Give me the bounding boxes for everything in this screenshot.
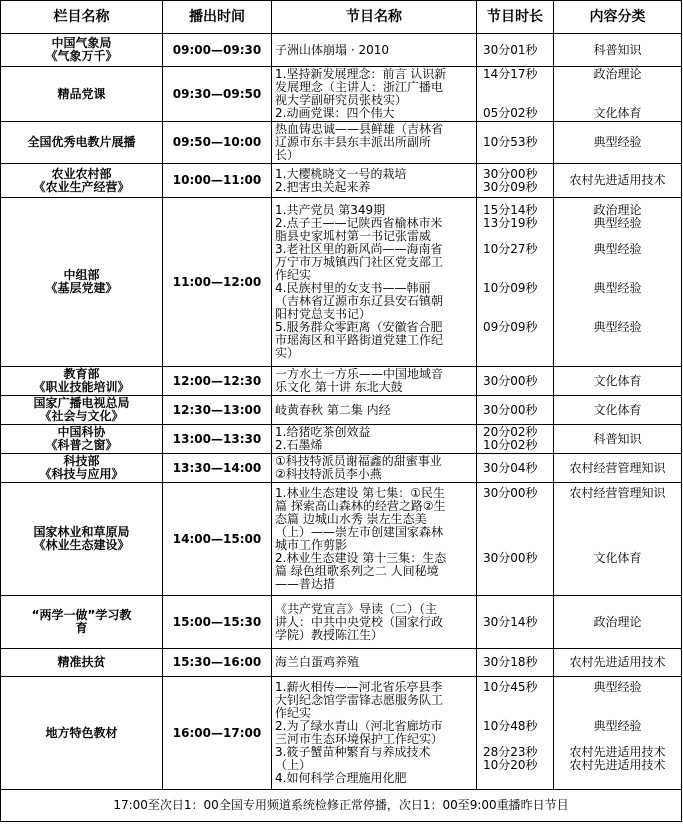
column-name-line: 地方特色教材 (45, 725, 118, 740)
duration (477, 198, 554, 367)
program-name-line: 乐文化 第十讲 东北大鼓 (275, 380, 403, 394)
column-name-line: 《林业生态建设》 (33, 538, 130, 552)
program-name (272, 677, 477, 790)
program-name-line: 城市工作剪影 (275, 538, 348, 552)
air-time: 09:00—09:30 (163, 34, 272, 67)
category (554, 649, 682, 677)
program-name (272, 122, 477, 164)
program-name-line: 市瑶海区和平路街道党建工作纪 (275, 333, 444, 347)
duration-line: 10分27秒 (483, 242, 538, 256)
category-line (557, 500, 678, 513)
column-name-line: 精准扶贫 (57, 655, 106, 669)
category-line: 文化体育 (593, 373, 642, 388)
schedule-row (1, 164, 682, 198)
column-name-line: 国家林业和草原局 (33, 525, 130, 539)
header-duration: 节目时长 (477, 1, 554, 34)
program-name-line: ①科技特派员谢福鑫的甜蜜事业 (275, 454, 442, 468)
column-name-line: 农业农村部 (51, 166, 112, 181)
program-name-line: 学院）教授陈江生） (275, 627, 384, 642)
category (554, 67, 682, 122)
duration-line: 10分02秒 (483, 438, 538, 452)
air-time: 13:00—13:30 (163, 425, 272, 454)
duration-line: 10分45秒 (483, 680, 538, 694)
category (554, 454, 682, 483)
category-line: 典型经验 (593, 242, 642, 256)
duration-line (483, 526, 550, 539)
program-name-line: ——普达措 (275, 577, 336, 591)
program-name-line: 一方水土一方乐——中国地域音 (275, 367, 444, 381)
category-line: 政治理论 (593, 203, 642, 217)
program-name-line: 3.筱子蟹苗种繁育与养成技术 (275, 745, 431, 759)
program-name-line: 4.如何科学合理施用化肥 (275, 771, 407, 785)
duration (477, 677, 554, 790)
column-name-line: 精品党课 (57, 86, 106, 101)
program-name-line: 实） (275, 346, 300, 360)
duration-line: 30分00秒 (483, 486, 538, 500)
category (554, 396, 682, 425)
category-line: 典型经验 (593, 216, 642, 230)
column-name (1, 34, 163, 67)
column-name (1, 454, 163, 483)
duration (477, 649, 554, 677)
duration-line (483, 565, 550, 578)
program-name-line: ②科技特派员李小燕 (275, 467, 382, 481)
duration-line: 15分14秒 (483, 203, 538, 217)
column-name-line: 科技部 (63, 454, 100, 468)
program-name-line: 海兰白蛋鸡养殖 (275, 655, 360, 669)
category-line: 典型经验 (593, 281, 642, 295)
program-name-line: 作纪实 (275, 706, 312, 720)
program-name-line: 脂县史家坬村第一书记张雷威 (275, 229, 432, 243)
category-line: 典型经验 (593, 135, 642, 149)
air-time: 10:00—11:00 (163, 164, 272, 198)
program-name-line: 《共产党宣言》导读（二）（主 (275, 601, 438, 616)
air-time: 13:30—14:00 (163, 454, 272, 483)
program-name-line: 长） (275, 148, 300, 162)
category-line (557, 513, 678, 526)
schedule-body (1, 34, 682, 790)
schedule-row (1, 425, 682, 454)
program-name-line: 2.石墨烯 (275, 438, 323, 452)
duration (477, 164, 554, 198)
program-name (272, 454, 477, 483)
duration (477, 454, 554, 483)
column-name (1, 596, 163, 649)
column-name (1, 425, 163, 454)
schedule-row (1, 67, 682, 122)
schedule-row (1, 34, 682, 67)
header-category: 内容分类 (554, 1, 682, 34)
schedule-row (1, 198, 682, 367)
category (554, 483, 682, 596)
program-name-line: 1.给猪吃茶创效益 (275, 425, 371, 439)
category-line (557, 565, 678, 578)
category-line (557, 772, 678, 785)
column-name-line: 《职业技能培训》 (33, 380, 130, 394)
category (554, 677, 682, 790)
category-line: 典型经验 (593, 719, 642, 733)
column-name-line: 中国科协 (57, 425, 106, 439)
program-name-line: （上）——崇左市创建国家森林 (275, 525, 444, 539)
program-name-line: 子洲山体崩塌 · 2010 (275, 42, 389, 57)
column-name-line: 《科普之窗》 (45, 438, 118, 452)
column-name (1, 67, 163, 122)
schedule-row (1, 596, 682, 649)
program-name (272, 164, 477, 198)
air-time: 12:00—12:30 (163, 367, 272, 396)
duration-line: 30分00秒 (483, 166, 538, 181)
category-line (557, 578, 678, 591)
duration-line (483, 256, 550, 269)
duration (477, 396, 554, 425)
schedule-row (1, 677, 682, 790)
program-name-line: 2.为了绿水青山（河北省廊坊市 (275, 719, 443, 733)
air-time: 11:00—12:00 (163, 198, 272, 367)
program-name (272, 367, 477, 396)
category-line (557, 81, 678, 94)
program-name-line: 1.共产党员 第349期 (275, 203, 386, 217)
program-name (272, 596, 477, 649)
category-line: 典型经验 (593, 320, 642, 334)
duration-line: 05分02秒 (483, 106, 538, 120)
program-name-line: 辽源市东丰县东丰派出所副所 (275, 135, 432, 149)
header-row (1, 1, 682, 34)
duration-line: 28分23秒 (483, 745, 538, 759)
duration-line (483, 694, 550, 707)
category-line: 农村先进适用技术 (569, 745, 666, 759)
category-line: 农村先进适用技术 (569, 758, 666, 772)
duration-line (483, 500, 550, 513)
duration-line (483, 295, 550, 308)
program-name-line: 2.林业生态建设 第十三集：生态 (275, 551, 447, 565)
category-line (557, 334, 678, 347)
program-name-line: （上） (275, 758, 312, 772)
duration (477, 34, 554, 67)
category (554, 596, 682, 649)
duration-line (483, 772, 550, 785)
header-column-name: 栏目名称 (1, 1, 163, 34)
schedule-row (1, 367, 682, 396)
program-name-line: 三河市生态环境保护工作纪实） (275, 732, 444, 746)
category-line (557, 694, 678, 707)
program-name-line: 1.林业生态建设 第七集：①民生 (275, 486, 446, 500)
duration-line: 14分17秒 (483, 67, 538, 81)
column-name-line: “两学一做”学习教 (31, 608, 132, 622)
column-name-line: 国家广播电视总局 (33, 396, 130, 410)
column-name (1, 367, 163, 396)
program-name-line: 篇 探索高山森林的经营之路②生 (275, 499, 446, 513)
program-name (272, 34, 477, 67)
program-name-line: 3.老社区里的新风尚——海南省 (275, 242, 443, 256)
header-program-name: 节目名称 (272, 1, 477, 34)
program-name-line: 热血铸忠诚——县鲜雄（吉林省 (275, 122, 444, 136)
duration-line (483, 81, 550, 94)
category (554, 425, 682, 454)
category (554, 34, 682, 67)
category-line: 政治理论 (593, 67, 642, 81)
category (554, 198, 682, 367)
category-line: 农村经营管理知识 (569, 486, 666, 500)
category-line: 农村先进适用技术 (569, 655, 666, 669)
program-name-line: 视大学副研究员张枝实） (275, 93, 408, 107)
duration-line: 09分09秒 (483, 320, 538, 334)
duration-line: 30分09秒 (483, 179, 538, 194)
column-name (1, 164, 163, 198)
duration (477, 483, 554, 596)
duration-line: 10分20秒 (483, 758, 538, 772)
category-line: 科普知识 (593, 42, 642, 57)
program-name-line: 万宁市万城镇西门社区党支部工 (275, 255, 444, 269)
column-name-line: 育 (75, 621, 88, 635)
program-name-line: 1.薪火相传——河北省乐亭县李 (275, 680, 443, 694)
duration-line: 13分19秒 (483, 216, 538, 230)
duration-line: 30分14秒 (483, 614, 538, 629)
program-name-line: 态篇 边城山水秀 崇左生态美 (275, 512, 427, 526)
duration (477, 122, 554, 164)
schedule-row (1, 396, 682, 425)
duration-line: 10分09秒 (483, 281, 538, 295)
program-name-line: 1.坚持新发展理念：前言 认识新 (275, 67, 447, 81)
category-line: 科普知识 (593, 431, 642, 446)
category-line: 文化体育 (593, 106, 642, 120)
program-name-line: 大钊纪念馆学雷锋志愿服务队工 (275, 693, 444, 707)
air-time: 09:50—10:00 (163, 122, 272, 164)
category-line: 政治理论 (593, 614, 642, 629)
air-time: 15:30—16:00 (163, 649, 272, 677)
duration-line: 30分18秒 (483, 655, 538, 669)
category-line (557, 347, 678, 360)
category-line: 文化体育 (593, 551, 642, 565)
program-name (272, 396, 477, 425)
category-line: 文化体育 (593, 402, 642, 417)
program-name-line: 作纪实 (275, 268, 312, 282)
schedule-row (1, 649, 682, 677)
program-name (272, 425, 477, 454)
duration-line: 30分00秒 (483, 373, 538, 388)
program-name-line: 4.民族村里的女支书——韩丽 (275, 281, 431, 295)
program-name (272, 649, 477, 677)
column-name (1, 396, 163, 425)
program-name (272, 67, 477, 122)
program-name (272, 483, 477, 596)
duration (477, 425, 554, 454)
schedule-row (1, 454, 682, 483)
duration-line (483, 513, 550, 526)
program-name-line: 5.服务群众零距离（安徽省合肥 (275, 320, 443, 334)
duration-line: 30分00秒 (483, 551, 538, 565)
duration-line: 30分00秒 (483, 402, 538, 417)
program-name-line: 2.点子王——记陕西省榆林市米 (275, 216, 443, 230)
column-name-line: 《基层党建》 (45, 281, 118, 295)
footer-row (1, 790, 682, 822)
program-name-line: 讲人：中共中央党校（国家行政 (275, 614, 444, 629)
program-name-line: 1.大樱桃晓文一号的栽培 (275, 166, 407, 181)
column-name (1, 122, 163, 164)
duration-line: 10分53秒 (483, 135, 538, 149)
column-name-line: 全国优秀电教片展播 (27, 135, 136, 149)
air-time: 09:30—09:50 (163, 67, 272, 122)
category (554, 367, 682, 396)
column-name-line: 《社会与文化》 (39, 409, 124, 423)
duration-line (483, 578, 550, 591)
program-name-line: 篇 绿色组歌系列之二 人间秘境 (275, 564, 439, 578)
category (554, 164, 682, 198)
header-air-time: 播出时间 (163, 1, 272, 34)
column-name (1, 483, 163, 596)
program-name-line: （吉林省辽源市东辽县安石镇朝 (275, 294, 444, 308)
air-time: 15:00—15:30 (163, 596, 272, 649)
category (554, 122, 682, 164)
program-name-line: 岐黄春秋 第二集 内经 (275, 402, 391, 417)
category-line (557, 256, 678, 269)
duration-line: 30分04秒 (483, 460, 538, 475)
category-line: 农村经营管理知识 (569, 460, 666, 475)
program-name-line: 阳村党总支书记） (275, 307, 372, 321)
column-name-line: 《科技与应用》 (39, 467, 124, 481)
duration-line (483, 347, 550, 360)
air-time: 14:00—15:00 (163, 483, 272, 596)
program-name-line: 2.动画党课：四个伟大 (275, 106, 395, 120)
air-time: 16:00—17:00 (163, 677, 272, 790)
duration-line: 30分01秒 (483, 42, 538, 57)
air-time: 12:30—13:00 (163, 396, 272, 425)
schedule-row (1, 122, 682, 164)
column-name (1, 198, 163, 367)
duration-line: 10分48秒 (483, 719, 538, 733)
duration-line: 20分02秒 (483, 425, 538, 439)
schedule-row (1, 483, 682, 596)
duration (477, 67, 554, 122)
program-name-line: 2.把害虫关起来养 (275, 179, 371, 194)
category-line (557, 295, 678, 308)
category-line (557, 526, 678, 539)
duration-line (483, 334, 550, 347)
column-name (1, 649, 163, 677)
column-name-line: 中国气象局 (51, 36, 112, 50)
footer-note: 17:00至次日1：00全国专用频道系统检修正常停播，次日1：00至9:00重播昨日节目 (1, 790, 682, 822)
column-name-line: 中组部 (63, 268, 100, 282)
program-name (272, 198, 477, 367)
duration (477, 367, 554, 396)
column-name-line: 教育部 (63, 367, 100, 381)
column-name-line: 《气象万千》 (45, 49, 118, 63)
category-line: 典型经验 (593, 680, 642, 694)
column-name-line: 《农业生产经营》 (33, 179, 130, 194)
program-name-line: 发展理念（主讲人：浙江广播电 (275, 80, 444, 94)
category-line: 农村先进适用技术 (569, 173, 666, 187)
column-name (1, 677, 163, 790)
duration (477, 596, 554, 649)
